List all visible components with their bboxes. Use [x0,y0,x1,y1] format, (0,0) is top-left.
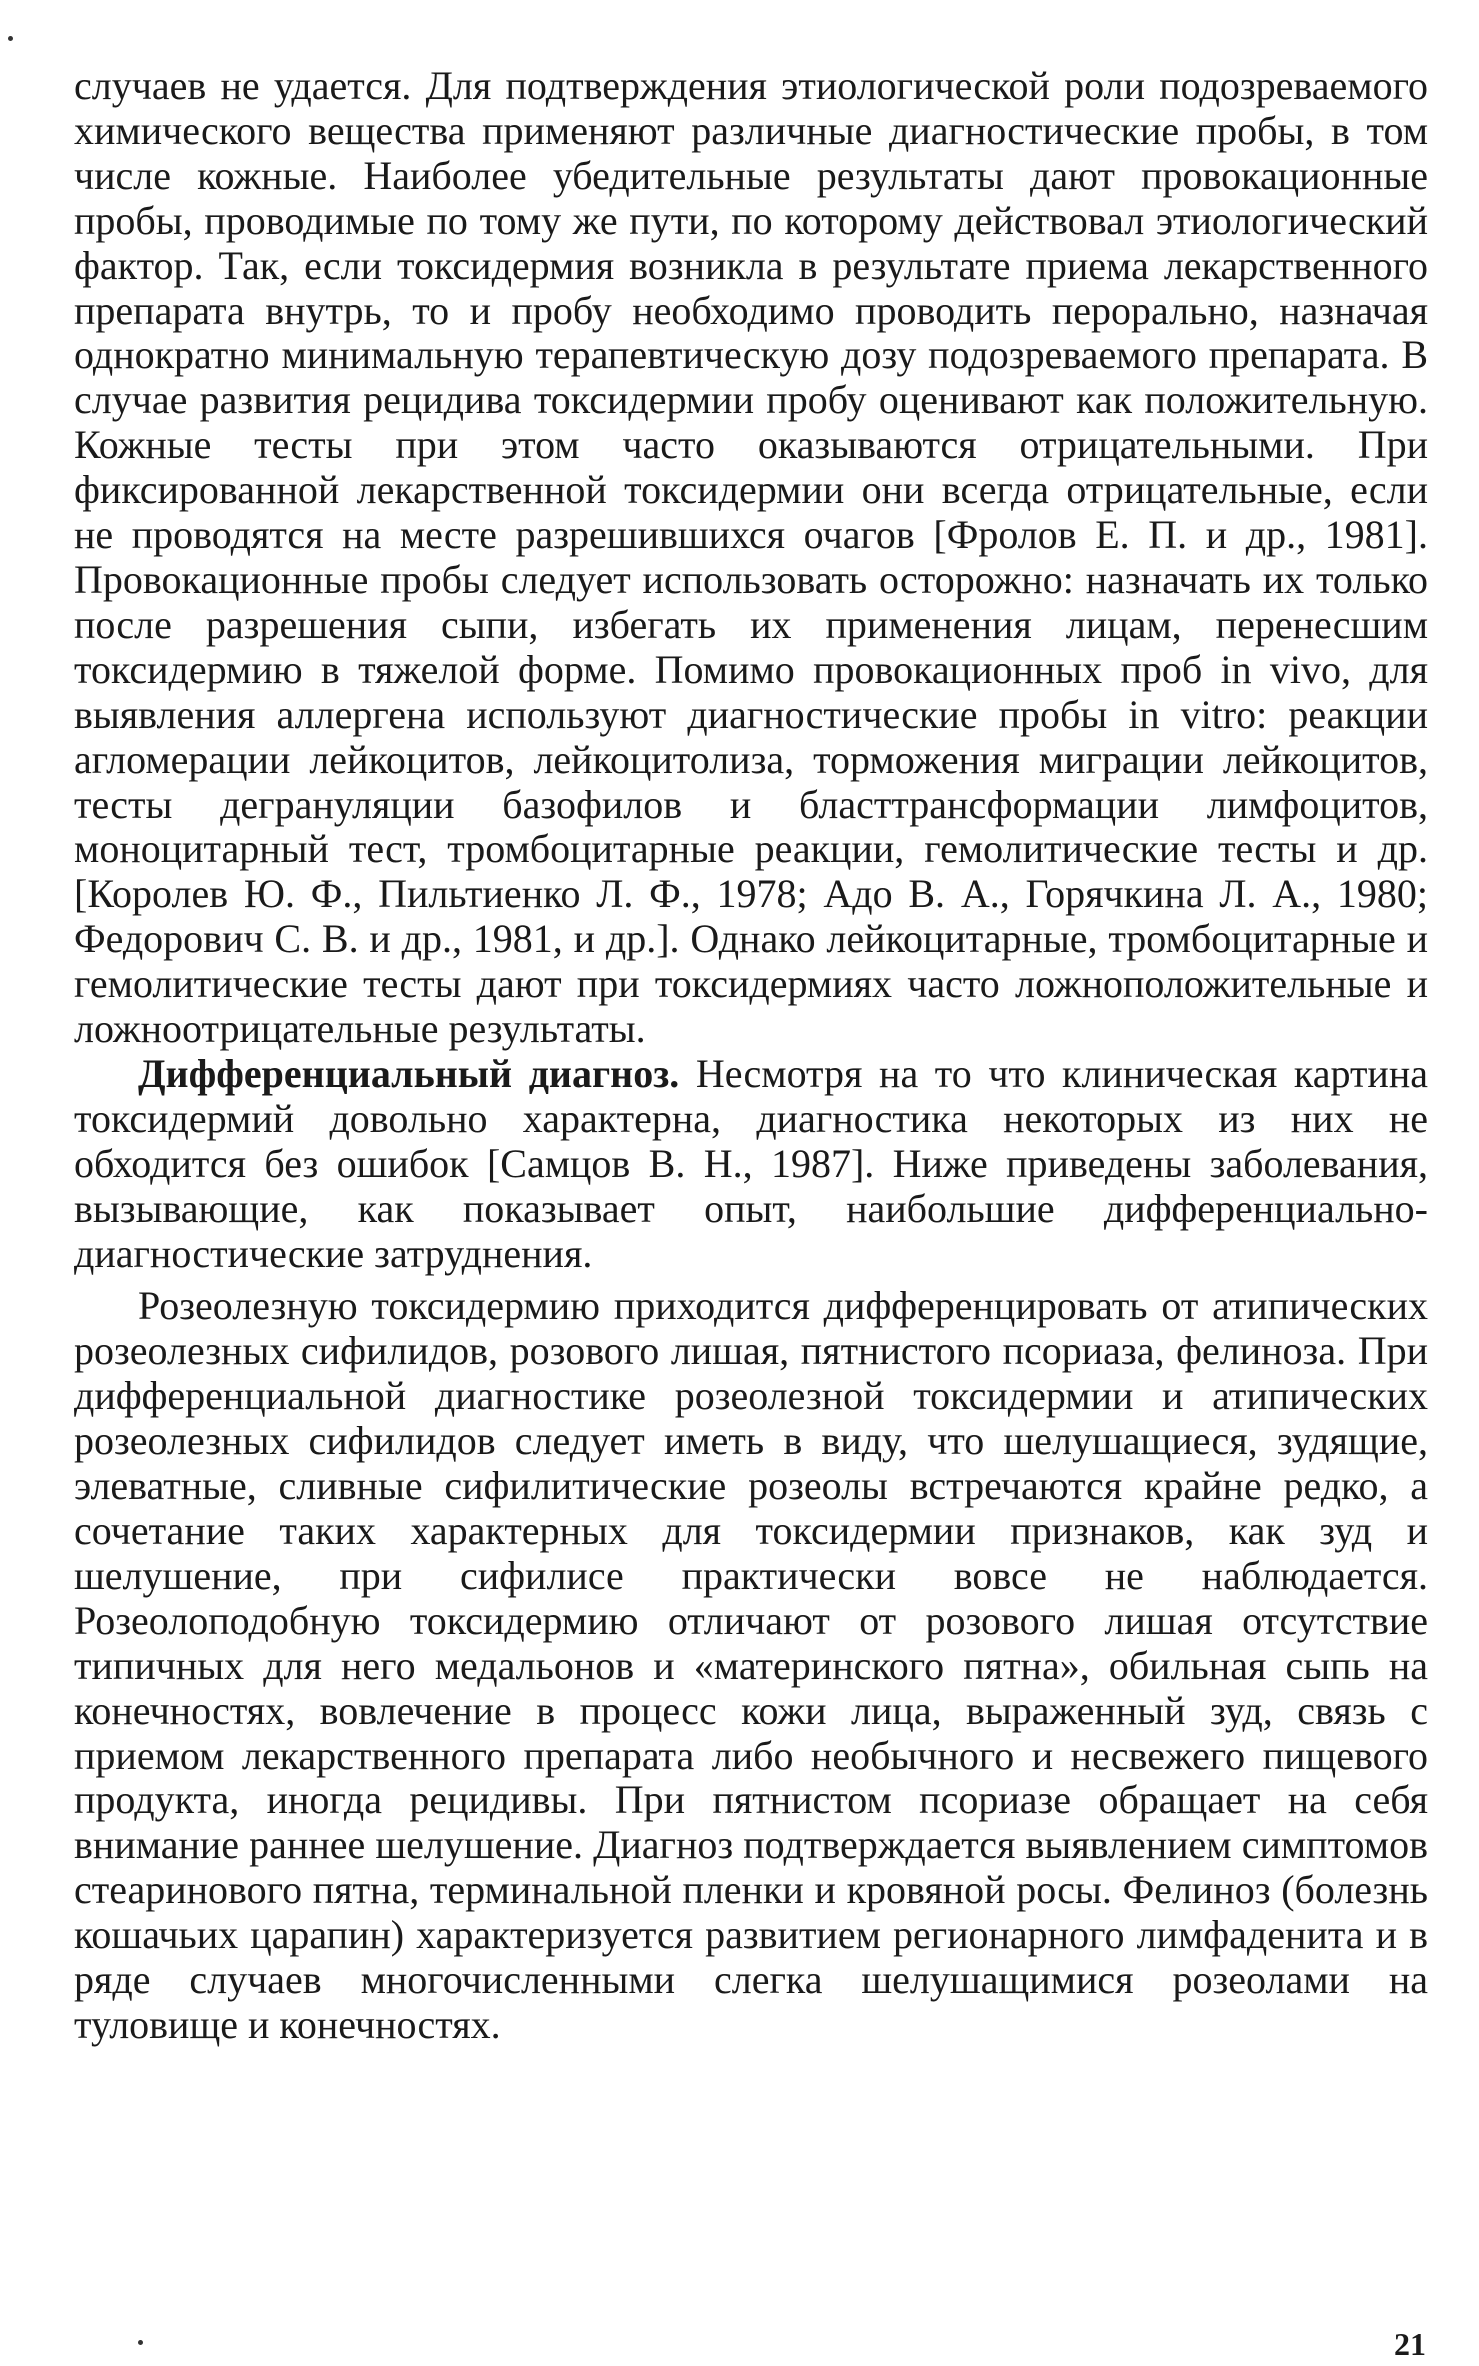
paragraph-text: случаев не удается. Для подтверждения этиологической роли подозреваемого химического вещества применяют различные диагностические пробы, в том числе кожные. Наиболее убедительные результаты дают провокационные пробы, проводимые по тому же пути, по которому действовал этиологический фактор. Так, если токсидермия возникла в результате приема лекарственного препарата внутрь, то и пробу необходимо проводить перорально, назначая однократно минимальную терапевтическую дозу подозреваемого препарата. В случае развития рецидива токсидермии пробу оценивают как положительную. Кожные тесты при этом часто оказываются отрицательными. При фиксированной лекарственной токсидермии они всегда отрицательные, если не проводятся на месте разрешившихся очагов [Фролов Е. П. и др., 1981]. Провокационные пробы следует использовать осторожно: назначать их только после разрешения сыпи, избегать их применения лицам, перенесшим токсидермию в тяжелой форме. Помимо провокационных проб in vivo, для выявления аллергена используют диагностические пробы in vitro: реакции агломерации лейкоцитов, лейкоцитолиза, торможения миграции лейкоцитов, тесты дегрануляции базофилов и бласттрансформации лимфоцитов, моноцитарный тест, тромбоцитарные реакции, гемолитические тесты и др. [Королев Ю. Ф., Пильтиенко Л. Ф., 1978; Адо В. А., Горячкина Л. А., 1980; Федорович С. В. и др., 1981, и др.]. Однако лейкоцитарные, тромбоцитарные и гемолитические тесты дают при токсидермиях часто ложноположительные и ложноотрицательные результаты. [74,63,1428,1052]
paragraph-diagnostic-tests [74,64,1428,1052]
scan-speck [138,2340,143,2345]
page-body [74,64,1428,2048]
paragraph-differential-diagnosis [74,1052,1428,1277]
paragraph-text: Розеолезную токсидермию приходится дифференцировать от атипических розеолезных сифилидов, розового лишая, пятнистого псориаза, фелиноза. При дифференциальной диагностике розеолезной токсидермии и атипических розеолезных сифилидов следует иметь в виду, что шелушащиеся, зудящие, элеватные, сливные сифилитические розеолы встречаются крайне редко, а сочетание таких характерных для токсидермии признаков, как зуд и шелушение, при сифилисе практически вовсе не наблюдается. Розеолоподобную токсидермию отличают от розового лишая отсутствие типичных для него медальонов и «материнского пятна», обильная сыпь на конечностях, вовлечение в процесс кожи лица, выраженный зуд, связь с приемом лекарственного препарата либо необычного и несвежего пищевого продукта, иногда рецидивы. При пятнистом псориазе обращает на себя внимание раннее шелушение. Диагноз подтверждается выявлением симптомов стеаринового пятна, терминальной пленки и кровяной росы. Фелиноз (болезнь кошачьих царапин) характеризуется развитием регионарного лимфаденита и в ряде случаев многочисленными слегка шелушащимися розеолами на туловище и конечностях. [74,1283,1428,2047]
paragraph-text: Несмотря на то что клиническая картина токсидермий довольно характерна, диагностика некоторых из них не обходится без ошибок [Самцов В. Н., 1987]. Ниже приведены заболевания, вызывающие, как показывает опыт, наибольшие дифференциально-диагностические затруднения. [74,1050,1428,1276]
page-number: 21 [1394,2326,1426,2362]
paragraph-roseolous-toxidermia [74,1284,1428,2047]
scan-speck [8,36,13,41]
section-run-in-heading: Дифференциальный диагноз. [138,1050,680,1096]
